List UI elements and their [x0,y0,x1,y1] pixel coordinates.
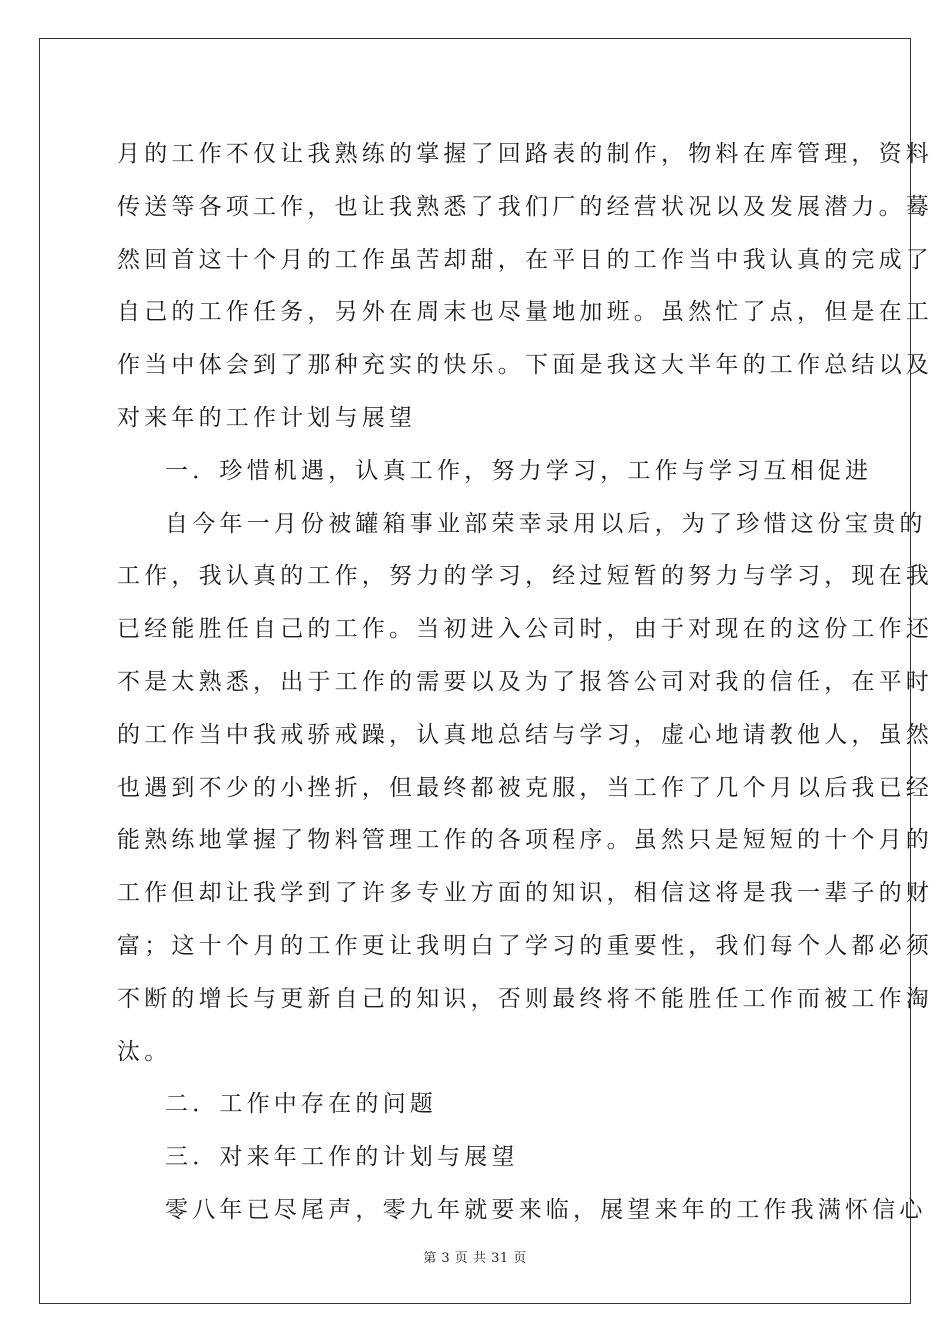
text-line: 富；这十个月的工作更让我明白了学习的重要性，我们每个人都必须 [117,932,933,959]
text-line: 不断的增长与更新自己的知识，否则最终将不能胜任工作而被工作淘 [117,985,933,1012]
text-line: 汰。 [117,1038,172,1065]
text-line: 然回首这十个月的工作虽苦却甜，在平日的工作当中我认真的完成了 [117,246,933,273]
text-line: 对来年的工作计划与展望 [117,404,417,431]
text-line: 工作，我认真的工作，努力的学习，经过短暂的努力与学习，现在我 [117,563,933,590]
text-line: 工作但却让我学到了许多专业方面的知识，相信这将是我一辈子的财 [117,880,933,907]
text-line: 自己的工作任务，另外在周末也尽量地加班。虽然忙了点，但是在工 [117,299,933,326]
text-line: 能熟练地掌握了物料管理工作的各项程序。虽然只是短短的十个月的 [117,827,933,854]
section-heading-1: 一．珍惜机遇，认真工作，努力学习，工作与学习互相促进 [165,457,873,484]
text-line: 作当中体会到了那种充实的快乐。下面是我这大半年的工作总结以及 [117,352,933,379]
text-line: 已经能胜任自己的工作。当初进入公司时，由于对现在的这份工作还 [117,616,933,643]
section-heading-2: 二．工作中存在的问题 [165,1091,437,1118]
text-line: 传送等各项工作，也让我熟悉了我们厂的经营状况以及发展潜力。蓦 [117,193,933,220]
text-line: 的工作当中我戒骄戒躁，认真地总结与学习，虚心地请教他人，虽然 [117,721,933,748]
text-line: 月的工作不仅让我熟练的掌握了回路表的制作，物料在库管理，资料 [117,141,933,167]
page-number: 第 3 页 [423,1251,469,1266]
page-total: 共 31 页 [472,1251,527,1266]
paragraph-start: 自今年一月份被罐箱事业部荣幸录用以后，为了珍惜这份宝贵的 [165,510,927,537]
text-line: 也遇到不少的小挫折，但最终都被克服，当工作了几个月以后我已经 [117,774,933,801]
page-footer [0,1247,950,1266]
section-heading-3: 三．对来年工作的计划与展望 [165,1144,519,1171]
text-line: 不是太熟悉，出于工作的需要以及为了报答公司对我的信任，在平时 [117,668,933,695]
paragraph-start: 零八年已尽尾声，零九年就要来临，展望来年的工作我满怀信心 [165,1196,927,1223]
document-body [117,128,933,1237]
